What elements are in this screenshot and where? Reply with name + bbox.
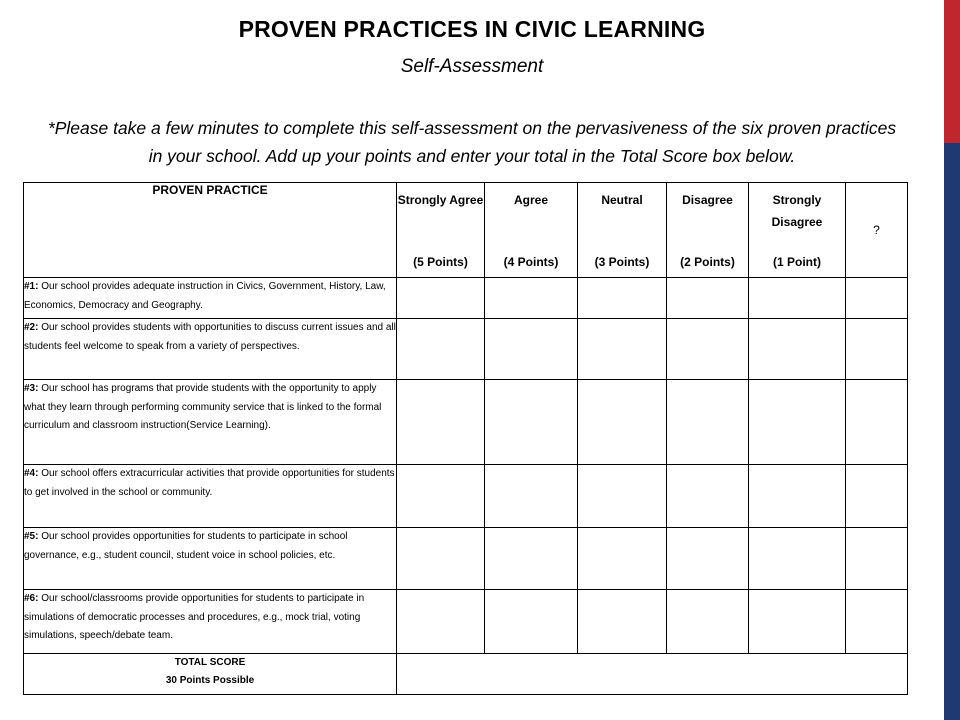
rating-cell[interactable]: [485, 465, 578, 528]
col-points: (3 Points): [594, 255, 650, 269]
rating-cell[interactable]: [667, 465, 749, 528]
rating-cell[interactable]: [749, 380, 846, 465]
rating-cell[interactable]: [749, 278, 846, 319]
col-points: (4 Points): [503, 255, 559, 269]
practice-cell-4: [24, 465, 397, 528]
table-row: [24, 278, 908, 319]
total-row: [24, 654, 908, 695]
col-label: Disagree: [682, 193, 733, 207]
col-label: Strongly Disagree: [771, 193, 823, 229]
rating-cell[interactable]: [578, 278, 667, 319]
table-row: [24, 319, 908, 380]
rating-cell[interactable]: [667, 528, 749, 590]
table-row: [24, 465, 908, 528]
practice-number: #5:: [24, 531, 39, 542]
practice-number: #6:: [24, 593, 39, 604]
assessment-table: [23, 182, 908, 695]
col-header-neutral: [578, 183, 667, 278]
rating-cell[interactable]: [397, 465, 485, 528]
rating-cell[interactable]: [749, 465, 846, 528]
practice-number: #4:: [24, 468, 39, 479]
total-score-input-cell[interactable]: [397, 654, 908, 695]
rating-cell[interactable]: [749, 590, 846, 654]
col-header-question: [846, 183, 908, 278]
practice-text: Our school offers extracurricular activities that provide opportunities for students to get involved in the school or community.: [24, 468, 395, 498]
rating-cell[interactable]: [397, 380, 485, 465]
rating-cell[interactable]: [846, 528, 908, 590]
col-points: (5 Points): [413, 255, 468, 269]
rating-cell[interactable]: [578, 319, 667, 380]
rating-cell[interactable]: [485, 319, 578, 380]
rating-cell[interactable]: [749, 319, 846, 380]
practice-text: Our school provides students with opportunities to discuss current issues and all students feel welcome to speak from a variety of perspectives.: [24, 322, 396, 352]
rating-cell[interactable]: [578, 465, 667, 528]
rating-cell[interactable]: [749, 528, 846, 590]
page-subtitle: Self-Assessment: [400, 56, 544, 77]
total-score-label-cell: [24, 654, 397, 695]
rating-cell[interactable]: [846, 278, 908, 319]
practice-cell-3: [24, 380, 397, 465]
practice-cell-1: [24, 278, 397, 319]
practice-number: #1:: [24, 281, 39, 292]
col-header-strongly-disagree: [749, 183, 846, 278]
rating-cell[interactable]: [397, 590, 485, 654]
rating-cell[interactable]: [846, 465, 908, 528]
rating-cell[interactable]: [667, 590, 749, 654]
rating-cell[interactable]: [397, 528, 485, 590]
instructions-text: *Please take a few minutes to complete this self-assessment on the pervasiveness of the six proven practices in your school. Add up your points and enter your total in the Total Score box below.: [47, 118, 897, 166]
rating-cell[interactable]: [578, 590, 667, 654]
rating-cell[interactable]: [667, 319, 749, 380]
rating-cell[interactable]: [846, 590, 908, 654]
rating-cell[interactable]: [485, 380, 578, 465]
col-header-strongly-agree: [397, 183, 485, 278]
col-header-agree: [485, 183, 578, 278]
practice-number: #3:: [24, 383, 39, 394]
total-score-label: TOTAL SCORE: [174, 657, 246, 668]
practice-cell-2: [24, 319, 397, 380]
table-row: [24, 528, 908, 590]
total-score-sub: 30 Points Possible: [165, 675, 255, 686]
col-header-disagree: [667, 183, 749, 278]
practice-cell-5: [24, 528, 397, 590]
col-points: (2 Points): [680, 255, 735, 269]
rating-cell[interactable]: [397, 319, 485, 380]
page-title: PROVEN PRACTICES IN CIVIC LEARNING: [238, 16, 706, 42]
header-row: [24, 183, 908, 278]
rating-cell[interactable]: [667, 380, 749, 465]
side-accent-blue: [944, 143, 960, 720]
rating-cell[interactable]: [397, 278, 485, 319]
rating-cell[interactable]: [485, 278, 578, 319]
rating-cell[interactable]: [846, 319, 908, 380]
col-label: Strongly Agree: [397, 193, 484, 207]
col-label: Neutral: [601, 193, 643, 207]
rating-cell[interactable]: [485, 590, 578, 654]
col-label: Agree: [513, 193, 548, 207]
rating-cell[interactable]: [578, 528, 667, 590]
side-accent-red: [944, 0, 960, 143]
practice-number: #2:: [24, 322, 39, 333]
practice-text: Our school/classrooms provide opportunities for students to participate in simulations of democratic processes and procedures, e.g., mock trial, voting simulations, speech/debate team.: [24, 593, 365, 641]
practice-header: [24, 183, 397, 278]
col-points: (1 Point): [773, 255, 821, 269]
practice-cell-6: [24, 590, 397, 654]
table-row: [24, 590, 908, 654]
rating-cell[interactable]: [578, 380, 667, 465]
practice-text: Our school provides opportunities for students to participate in school governance, e.g., student council, student voice in school policies, etc.: [24, 531, 348, 561]
practice-text: Our school provides adequate instruction in Civics, Government, History, Law, Economics, Democracy and Geography.: [24, 281, 386, 311]
rating-cell[interactable]: [846, 380, 908, 465]
practice-header-label: PROVEN PRACTICE: [152, 183, 268, 197]
rating-cell[interactable]: [485, 528, 578, 590]
rating-cell[interactable]: [667, 278, 749, 319]
practice-text: Our school has programs that provide students with the opportunity to apply what they learn through performing community service that is linked to the formal curriculum and classroom instruction(Service Learning).: [24, 383, 382, 431]
table-row: [24, 380, 908, 465]
question-mark: ?: [873, 223, 880, 237]
